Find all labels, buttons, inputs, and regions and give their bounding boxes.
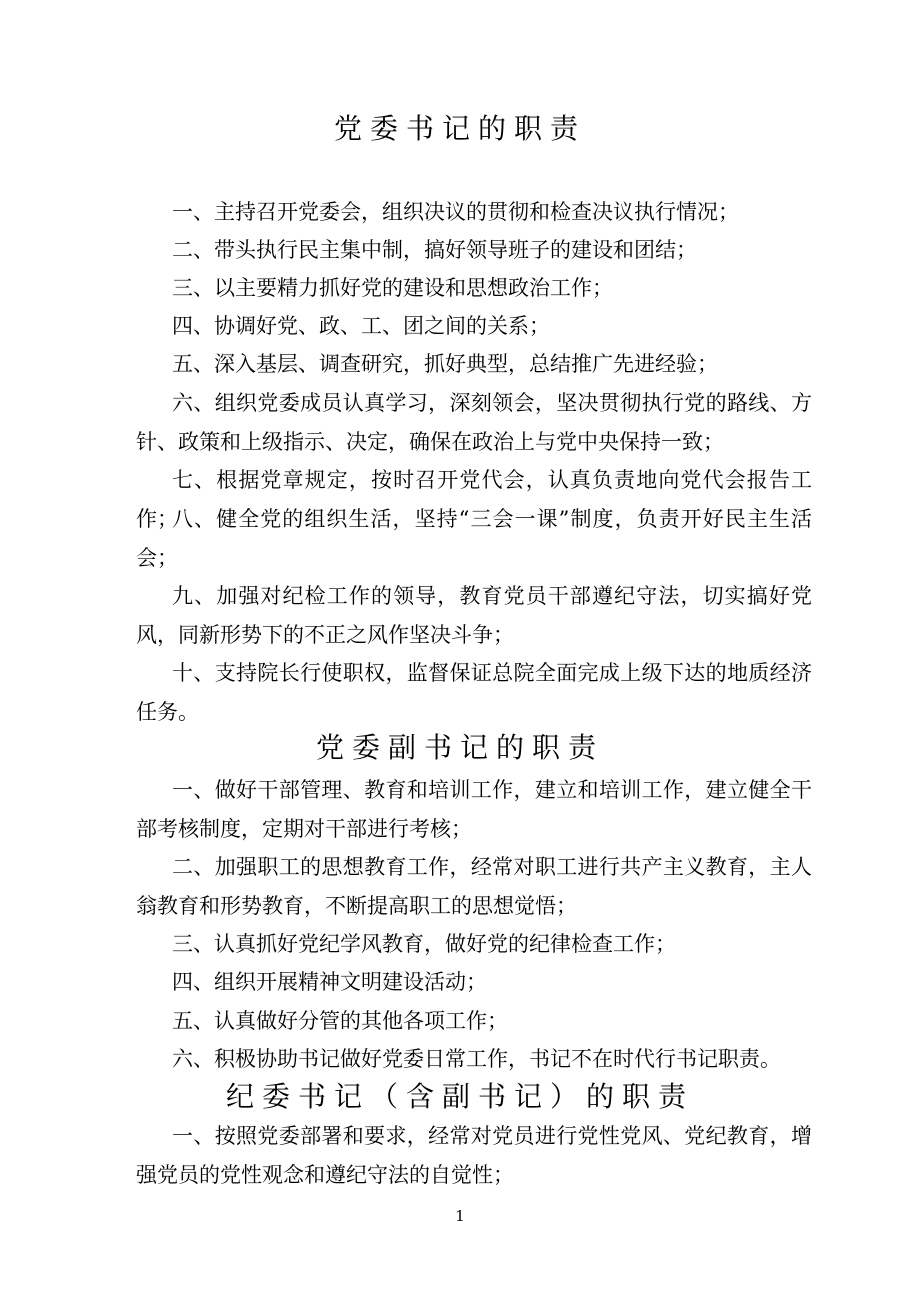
paragraph: 八、健全党的组织生活，坚持“三会一课”制度，负责开好民主生活会； [136,507,812,570]
section-title-discipline-secretary: 纪委书记（含副书记）的职责 [225,1080,694,1113]
section-title-secretary: 党委书记的职责 [333,112,586,145]
paragraph: 三、认真抓好党纪学风教育，做好党的纪律检查工作； [172,932,676,956]
paragraph: 一、做好干部管理、教育和培训工作，建立和培训工作，建立健全干部考核制度，定期对干部进行考核； [136,778,812,841]
paragraph: 一、主持召开党委会，组织决议的贯彻和检查决议执行情况； [172,200,739,224]
paragraph: 六、积极协助书记做好党委日常工作，书记不在时代行书记职责。 [172,1047,781,1071]
page-number: 1 [455,1207,465,1225]
section-title-deputy-secretary: 党委副书记的职责 [315,731,604,764]
paragraph: 九、加强对纪检工作的领导，教育党员干部遵纪守法，切实搞好党风，同新形势下的不正之风作坚决斗争； [136,584,812,647]
paragraph: 六、组织党委成员认真学习，深刻领会，坚决贯彻执行党的路线、方针、政策和上级指示、决定，确保在政治上与党中央保持一致； [136,391,812,454]
paragraph: 四、组织开展精神文明建设活动； [172,970,487,994]
paragraph: 三、以主要精力抓好党的建设和思想政治工作； [172,276,613,300]
paragraph: 五、深入基层、调查研究，抓好典型，总结推广先进经验； [172,352,718,376]
paragraph: 七、根据党章规定，按时召开党代会，认真负责地向党代会报告工作； [136,468,812,531]
paragraph: 十、支持院长行使职权，监督保证总院全面完成上级下达的地质经济任务。 [136,661,812,724]
paragraph: 五、认真做好分管的其他各项工作； [172,1009,508,1033]
paragraph: 四、协调好党、政、工、团之间的关系； [172,314,550,338]
paragraph: 二、带头执行民主集中制，搞好领导班子的建设和团结； [172,238,697,262]
paragraph: 一、按照党委部署和要求，经常对党员进行党性党风、党纪教育，增强党员的党性观念和遵纪守法的自觉性； [136,1124,812,1187]
paragraph: 二、加强职工的思想教育工作，经常对职工进行共产主义教育，主人翁教育和形势教育，不断提高职工的思想觉悟； [136,855,812,918]
